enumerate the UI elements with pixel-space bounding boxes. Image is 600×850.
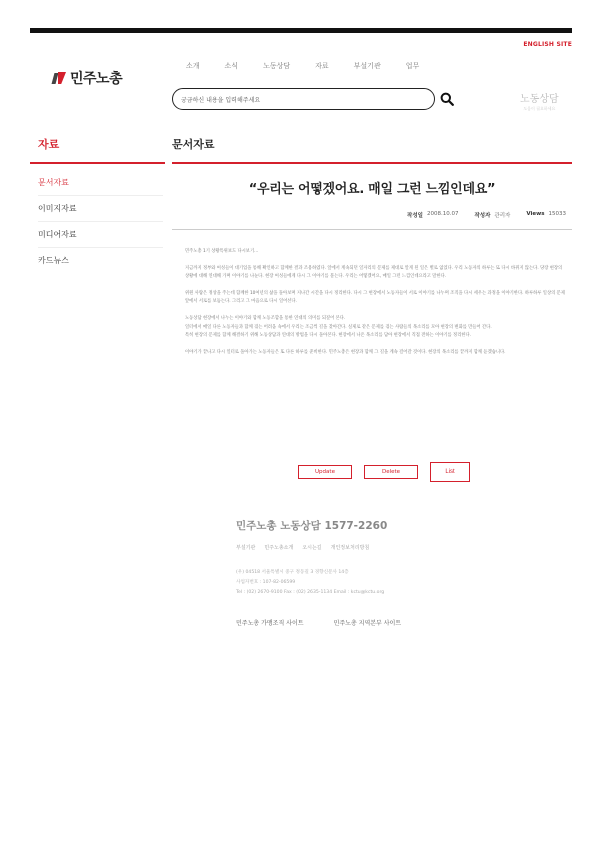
nav-item-counsel[interactable]: 노동상담 — [263, 62, 291, 70]
footer-info — [236, 568, 384, 598]
body-paragraph: 일터에서 매일 다른 노동자들과 함께 겪는 어려움 속에서 우리는 조금씩 길을 찾아간다. 실제로 같은 문제를 겪는 사람들의 목소리를 모아 현장의 변화를 만들어 간다. — [185, 324, 492, 330]
search-input[interactable]: 궁금하신 내용을 입력해주세요 — [172, 88, 435, 110]
author-label: 작성자 — [474, 213, 491, 219]
list-button[interactable]: List — [430, 462, 470, 482]
logo[interactable] — [53, 68, 122, 88]
main-nav — [186, 61, 444, 71]
footer-site-regional[interactable]: 민주노총 지역본부 사이트 — [333, 620, 402, 627]
counsel-link[interactable] — [520, 90, 559, 112]
author-value: 관리자 — [494, 213, 511, 219]
main-divider — [172, 162, 572, 164]
body-paragraph: 위원 사람은 정상을 주는데 함께한 10여년의 삶을 돌아보며 지나간 시간을 다시 정리한다. 다시 그 현장에서 노동자들이 서로 이야기를 나누며 조직을 다시 세우는 과정을 이야기한다. 하루하루 일상의 문제 앞에서 서로를 보듬는다. 그리고 그 마음으로 다시 일어선다. — [185, 291, 565, 305]
counsel-title: 노동상담 — [520, 94, 559, 105]
footer-title: 민주노총 노동상담 1577-2260 — [236, 520, 388, 532]
nav-item-about[interactable]: 소개 — [186, 62, 200, 70]
english-site-link[interactable]: ENGLISH SITE — [523, 41, 572, 48]
footer-contact: Tel : (02) 2670-9100 Fax : (02) 2635-1134 Email : kctu@kctu.org — [236, 590, 385, 595]
sidebar-item-documents[interactable]: 문서자료 — [38, 170, 163, 196]
nav-item-work[interactable]: 업무 — [405, 62, 420, 70]
body-paragraph: 이야기가 끝나고 다시 일터로 돌아가는 노동자들은 또 다른 하루를 준비한다. 민주노총은 현장과 함께 그 길을 계속 걸어갈 것이다. 현장의 목소리를 끝까지 함께 듣겠습니다. — [185, 349, 506, 355]
views-value: 15033 — [548, 211, 566, 217]
article-actions — [298, 462, 470, 482]
search-icon[interactable] — [440, 92, 454, 106]
logo-mark-icon — [53, 72, 66, 84]
body-paragraph: 민주노총 1기 상황특위보도 다시보기... — [185, 249, 259, 254]
page-title: 문서자료 — [172, 138, 215, 151]
sidebar-menu — [38, 170, 163, 274]
counsel-subtitle: 도움이 필요하세요 — [523, 106, 556, 111]
body-paragraph: 특히 현장의 문제를 함께 해결하기 위해 노동상담과 연대의 방법을 다시 돌아본다. 현장에서 나온 목소리를 담아 현장에서 직접 전하는 이야기를 정리한다. — [185, 333, 472, 339]
body-paragraph: 지금까지 정부와 여성들이 대기업을 통해 확인하고 함께한 결과 조용하였다. 앞에서 계속되던 일자리의 문제를 제대로 알게 된 일은 별로 없었다. 우리 노동자의 하루는 또 다시 바뀌지 않는다. 당장 현장의 상황에 대해 연대해 가며 이야기를 나눈다. 현장 여성들에게 다시 그 이야기를 묻는다. 우리는 어떻겠어요, 매일 그런 느낌인데요라고 말한다. — [185, 265, 563, 280]
article-title: “우리는 어떻겠어요. 매일 그런 느낌인데요” — [248, 182, 496, 197]
footer-link-privacy[interactable]: 개인정보처리방침 — [330, 545, 370, 551]
logo-text: 민주노총 — [70, 71, 123, 87]
footer-links — [236, 544, 369, 551]
footer-link-directions[interactable]: 오시는길 — [302, 545, 322, 551]
sidebar-item-cardnews[interactable]: 카드뉴스 — [38, 256, 69, 265]
footer-address: (우) 04518 서울특별시 중구 정동길 3 경향신문사 14층 — [236, 570, 349, 575]
footer-link-about[interactable]: 민주노총소개 — [264, 545, 294, 551]
top-bar — [30, 28, 572, 33]
sidebar-title: 자료 — [38, 138, 60, 151]
date-label: 작성일 — [407, 213, 423, 219]
sidebar-divider — [30, 162, 165, 164]
meta-divider — [172, 229, 572, 230]
body-paragraph: 노동상담 현장에서 나누는 이야기와 함께 노동조합을 통한 연대의 의미를 되짚어 본다. — [185, 316, 346, 322]
nav-item-affiliates[interactable]: 부설기관 — [353, 62, 381, 70]
date-value: 2008.10.07 — [426, 211, 459, 217]
article-meta — [407, 211, 566, 219]
sidebar-item-images[interactable]: 이미지자료 — [38, 196, 163, 222]
delete-button[interactable]: Delete — [364, 465, 418, 479]
sidebar-item-media[interactable]: 미디어자료 — [38, 222, 163, 248]
article-body — [185, 248, 567, 366]
update-button[interactable]: Update — [298, 465, 352, 479]
nav-item-news[interactable]: 소식 — [224, 62, 239, 70]
nav-item-materials[interactable]: 자료 — [315, 62, 329, 70]
footer-site-member-orgs[interactable]: 민주노총 가맹조직 사이트 — [236, 620, 304, 627]
footer-sites — [236, 618, 401, 627]
footer-business-number: 사업자번호 : 107-82-06599 — [236, 580, 296, 585]
views-label: Views — [526, 211, 545, 217]
footer-link-affiliates[interactable]: 부설기관 — [236, 545, 256, 551]
